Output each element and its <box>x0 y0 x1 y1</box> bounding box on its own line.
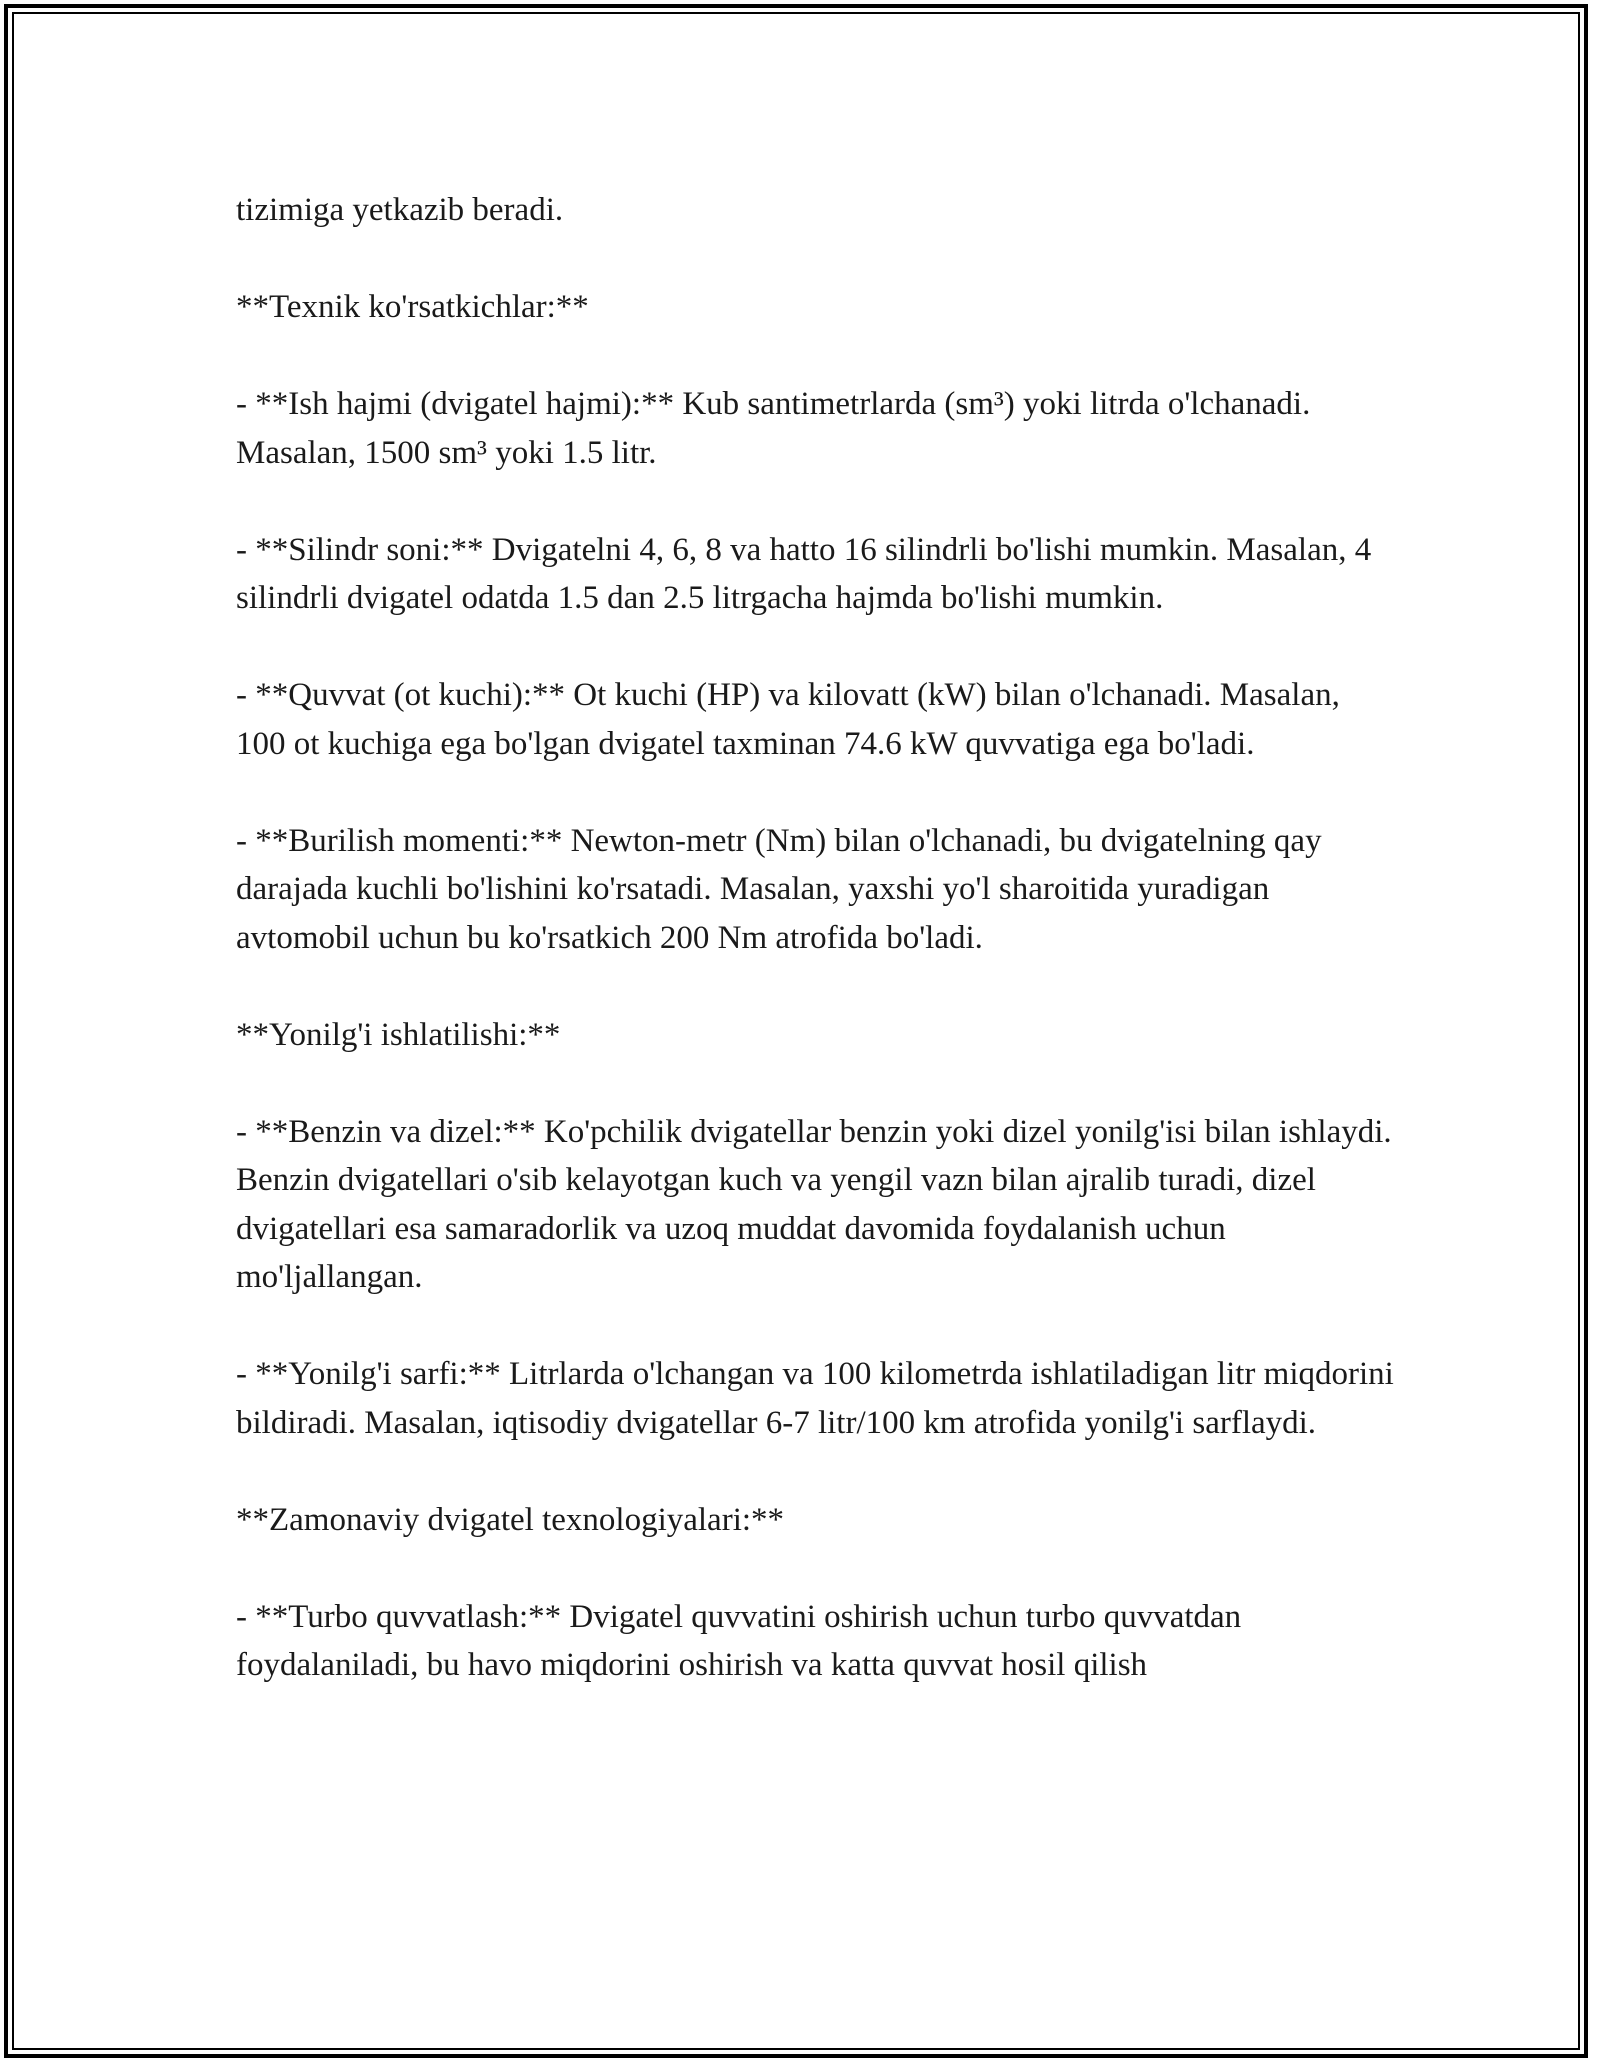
document-body <box>236 186 1396 1738</box>
list-item-torque: - **Burilish momenti:** Newton-metr (Nm) bilan o'lchanadi, bu dvigatelning qay darajada kuchli bo'lishini ko'rsatadi. Masalan, yaxshi yo'l sharoitida yuradigan avtomobil uchun bu ko'rsatkich 200 Nm atrofida bo'ladi. <box>236 822 1322 956</box>
paragraph-continuation: tizimiga yetkazib beradi. <box>236 192 564 228</box>
list-item-fuel-consumption: - **Yonilg'i sarfi:** Litrlarda o'lchangan va 100 kilometrda ishlatiladigan litr miqdorini bildiradi. Masalan, iqtisodiy dvigatellar 6-7 litr/100 km atrofida yonilg'i sarflaydi. <box>236 1356 1394 1441</box>
list-item-turbocharging: - **Turbo quvvatlash:** Dvigatel quvvatini oshirish uchun turbo quvvatdan foydalaniladi, bu havo miqdorini oshirish va katta quvvat hosil qilish <box>236 1598 1242 1683</box>
list-item-cylinder-count: - **Silindr soni:** Dvigatelni 4, 6, 8 va hatto 16 silindrli bo'lishi mumkin. Masalan, 4 silindrli dvigatel odatda 1.5 dan 2.5 litrgacha hajmda bo'lishi mumkin. <box>236 531 1372 616</box>
list-item-displacement: - **Ish hajmi (dvigatel hajmi):** Kub santimetrlarda (sm³) yoki litrda o'lchanadi. Masalan, 1500 sm³ yoki 1.5 litr. <box>236 386 1311 471</box>
section-heading-modern-tech: **Zamonaviy dvigatel texnologiyalari:** <box>236 1501 785 1538</box>
list-item-power: - **Quvvat (ot kuchi):** Ot kuchi (HP) va kilovatt (kW) bilan o'lchanadi. Masalan, 100 ot kuchiga ega bo'lgan dvigatel taxminan 74.6 kW quvvatiga ega bo'ladi. <box>236 677 1340 762</box>
section-heading-fuel-usage: **Yonilg'i ishlatilishi:** <box>236 1016 561 1053</box>
section-heading-technical-specs: **Texnik ko'rsatkichlar:** <box>236 289 589 325</box>
list-item-petrol-diesel: - **Benzin va dizel:** Ko'pchilik dvigatellar benzin yoki dizel yonilg'isi bilan ishlaydi. Benzin dvigatellari o'sib kelayotgan kuch va yengil vazn bilan ajralib turadi, dizel dvigatellari esa samaradorlik va uzoq muddat davomida foydalanish uchun mo'ljallangan. <box>236 1113 1392 1295</box>
